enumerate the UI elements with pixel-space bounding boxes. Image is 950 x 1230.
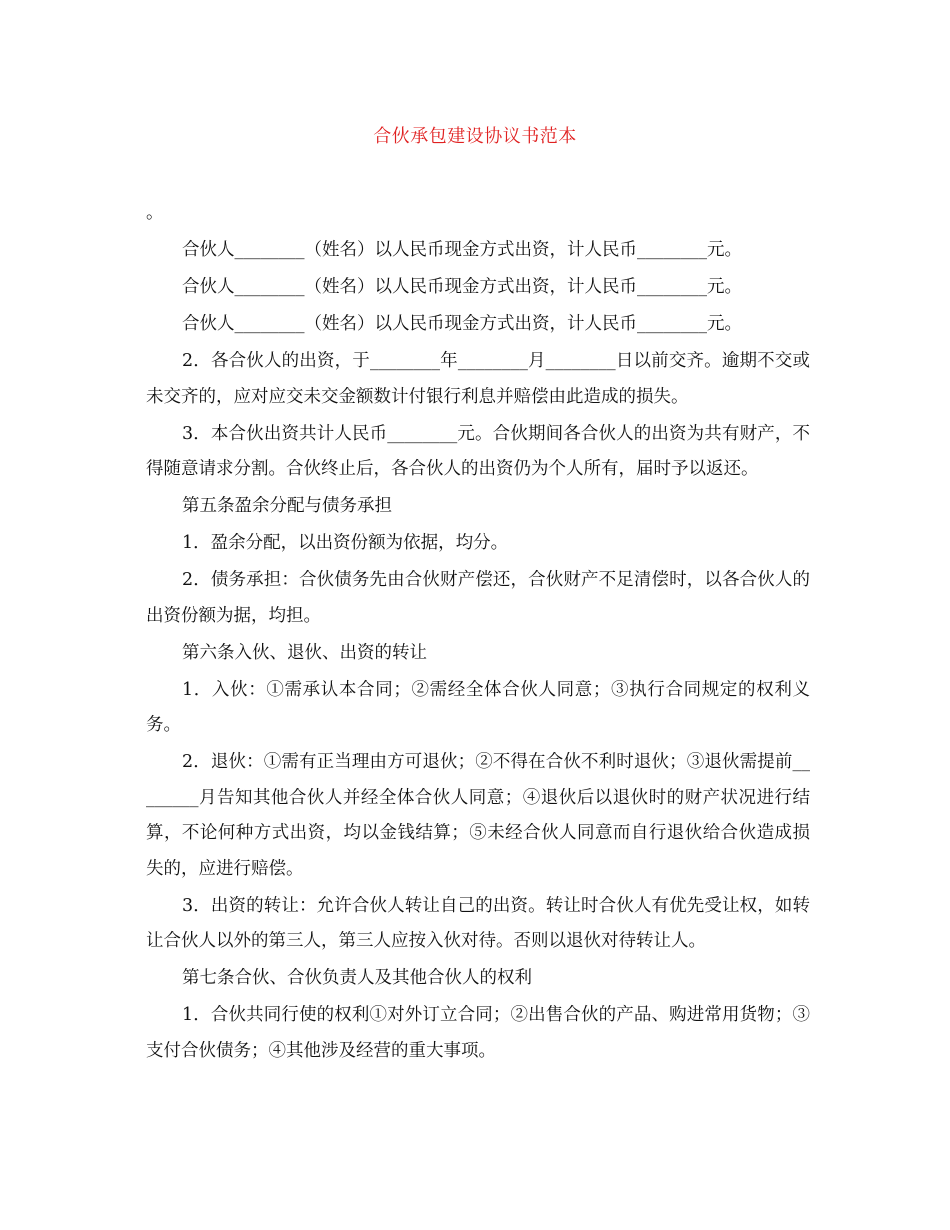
paragraph-transfer: 3．出资的转让：允许合伙人转让自己的出资。转让时合伙人有优先受让权，如转让合伙人以外的第三人，第三人应按入伙对待。否则以退伙对待转让人。 — [146, 895, 810, 951]
document-body — [146, 196, 810, 1071]
heading-article-6: 第六条入伙、退伙、出资的转让 — [182, 642, 427, 663]
paragraph-partner-contribution-3: 合伙人________（姓名）以人民币现金方式出资，计人民币________元。 — [182, 314, 742, 334]
paragraph-total-contribution: 3．本合伙出资共计人民币________元。合伙期间各合伙人的出资为共有财产，不得随意请求分割。合伙终止后，各合伙人的出资仍为个人所有，届时予以返还。 — [146, 423, 810, 479]
paragraph-contribution-deadline: 2．各合伙人的出资，于________年________月________日以前交齐。逾期不交或未交齐的，应对应交未交金额数计付银行利息并赔偿由此造成的损失。 — [146, 351, 810, 407]
paragraph-debt-bearing: 2．债务承担：合伙债务先由合伙财产偿还，合伙财产不足清偿时，以各合伙人的出资份额为据，均担。 — [146, 570, 810, 626]
paragraph-joining: 1．入伙：①需承认本合同；②需经全体合伙人同意；③执行合同规定的权利义务。 — [146, 679, 810, 735]
paragraph-profit-distribution: 1．盈余分配，以出资份额为依据，均分。 — [182, 533, 509, 553]
heading-article-5: 第五条盈余分配与债务承担 — [182, 496, 392, 516]
leading-period: 。 — [146, 203, 164, 223]
paragraph-partner-contribution-1: 合伙人________（姓名）以人民币现金方式出资，计人民币________元。 — [182, 240, 742, 260]
document-title: 合伙承包建设协议书范本 — [373, 126, 577, 147]
paragraph-withdrawal: 2．退伙：①需有正当理由方可退伙；②不得在合伙不利时退伙；③退伙需提前________月告知其他合伙人并经全体合伙人同意；④退伙后以退伙时的财产状况进行结算，不论何种方式出资，均以金钱结算；⑤未经合伙人同意而自行退伙给合伙造成损失的，应进行赔偿。 — [146, 752, 810, 879]
paragraph-partner-contribution-2: 合伙人________（姓名）以人民币现金方式出资，计人民币________元。 — [182, 277, 742, 297]
heading-article-7: 第七条合伙、合伙负责人及其他合伙人的权利 — [182, 968, 532, 988]
paragraph-joint-rights: 1．合伙共同行使的权利①对外订立合同；②出售合伙的产品、购进常用货物；③支付合伙债务；④其他涉及经营的重大事项。 — [146, 1005, 810, 1061]
